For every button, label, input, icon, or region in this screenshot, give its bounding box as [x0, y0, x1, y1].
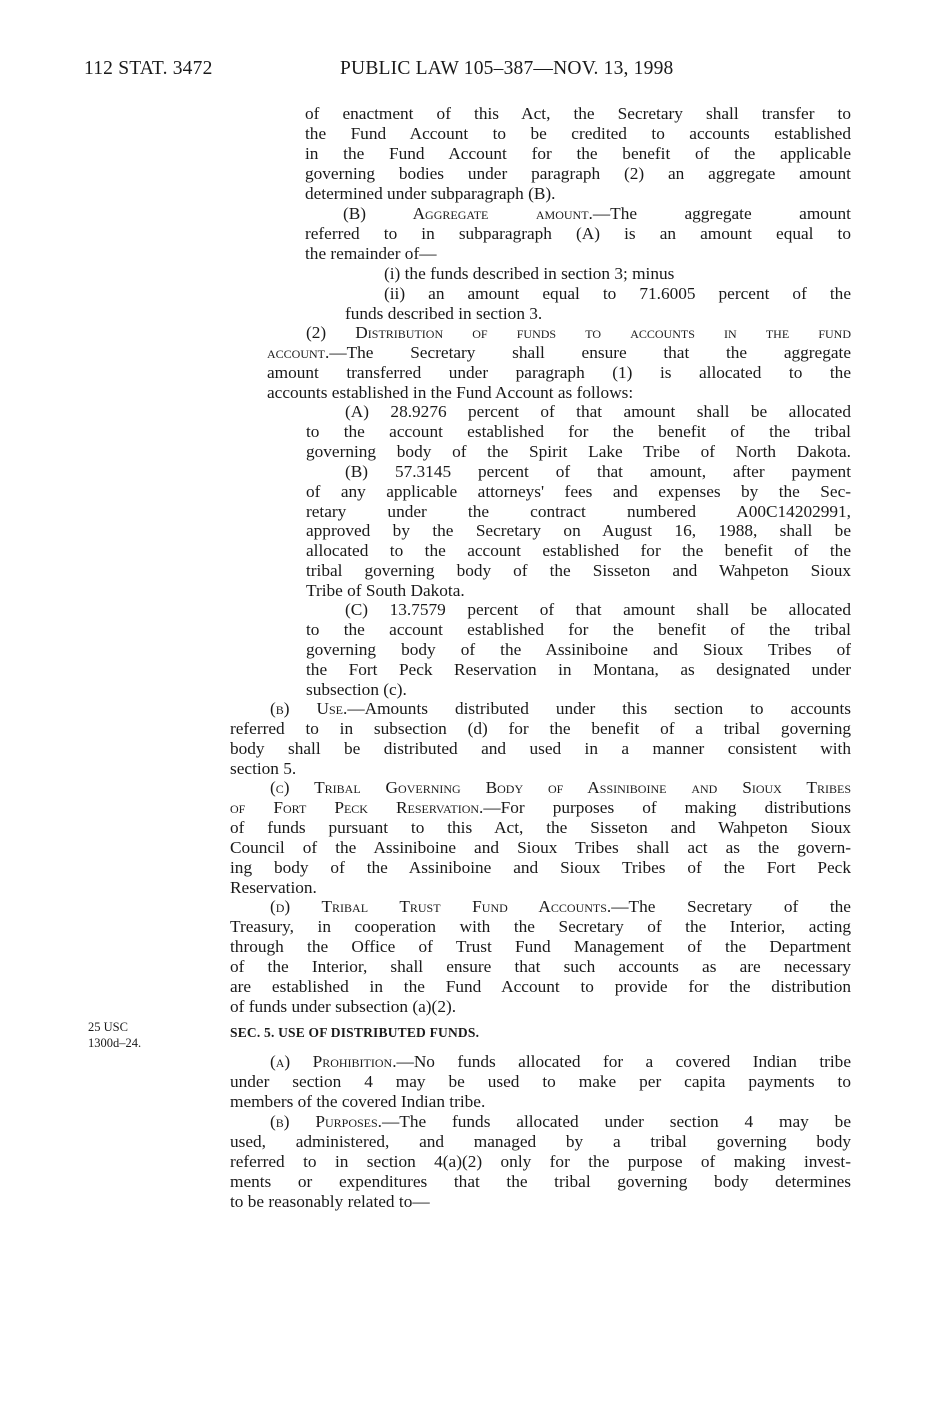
- body-line: Council of the Assiniboine and Sioux Tribes shall act as the govern-: [230, 838, 851, 857]
- margin-note-usc: 25 USC: [88, 1020, 128, 1034]
- body-text: —The Secretary of the: [611, 897, 851, 916]
- body-line: governing body of the Spirit Lake Tribe of North Dakota.: [306, 442, 851, 461]
- body-line: governing bodies under paragraph (2) an aggregate amount: [305, 164, 851, 183]
- body-line: referred to in section 4(a)(2) only for the purpose of making invest-: [230, 1152, 851, 1171]
- body-line: members of the covered Indian tribe.: [230, 1092, 486, 1111]
- subparagraph-b-heading: (B) Aggregate amount.: [343, 204, 593, 223]
- body-line: in the Fund Account for the benefit of the applicable: [305, 144, 851, 163]
- body-text: —No funds allocated for a covered Indian tribe: [396, 1052, 851, 1071]
- page-stat-citation: 112 STAT. 3472: [84, 58, 213, 79]
- body-line: of any applicable attorneys' fees and expenses by the Sec-: [306, 482, 851, 501]
- body-line: section 5.: [230, 759, 297, 778]
- body-line: of funds pursuant to this Act, the Sisseton and Wahpeton Sioux: [230, 818, 851, 837]
- subsection-d-line: [270, 897, 851, 917]
- body-line: the Fund Account to be credited to accounts established: [305, 124, 851, 143]
- body-line: to be reasonably related to—: [230, 1192, 430, 1211]
- clause-ii: (ii) an amount equal to 71.6005 percent of the: [384, 284, 851, 303]
- running-head: PUBLIC LAW 105–387—NOV. 13, 1998: [340, 58, 674, 79]
- section-5-heading: SEC. 5. USE OF DISTRIBUTED FUNDS.: [230, 1025, 480, 1040]
- body-line: accounts established in the Fund Account as follows:: [267, 383, 634, 402]
- subparagraph-b-heading-line: [343, 204, 851, 224]
- body-line: Treasury, in cooperation with the Secretary of the Interior, acting: [230, 917, 851, 936]
- subsection-d-heading: (d) Tribal Trust Fund Accounts.: [270, 897, 612, 916]
- paragraph-2-heading-line: [267, 343, 851, 363]
- body-line: ments or expenditures that the tribal governing body determines: [230, 1172, 851, 1191]
- body-line: approved by the Secretary on August 16, 1988, shall be: [306, 521, 851, 540]
- body-line: allocated to the account established for the benefit of the: [306, 541, 851, 560]
- subsection-b-line: [270, 699, 851, 719]
- body-line: the Fort Peck Reservation in Montana, as designated under: [306, 660, 851, 679]
- body-line: under section 4 may be used to make per capita payments to: [230, 1072, 851, 1091]
- allocation-b: (B) 57.3145 percent of that amount, after payment: [345, 462, 851, 481]
- allocation-c: (C) 13.7579 percent of that amount shall be allocated: [345, 600, 851, 619]
- body-line: referred to in subsection (d) for the benefit of a tribal governing: [230, 719, 851, 738]
- sec5-subsection-a-line: [270, 1052, 851, 1072]
- body-line: subsection (c).: [306, 680, 407, 699]
- body-text: —The funds allocated under section 4 may be: [382, 1112, 851, 1131]
- body-line: of enactment of this Act, the Secretary shall transfer to: [305, 104, 851, 123]
- body-line: to the account established for the benefit of the tribal: [306, 422, 851, 441]
- body-text: —For purposes of making distributions: [483, 798, 852, 817]
- body-line: to the account established for the benefit of the tribal: [306, 620, 851, 639]
- body-text: —The Secretary shall ensure that the aggregate: [329, 343, 851, 362]
- clause-i: (i) the funds described in section 3; minus: [384, 264, 675, 283]
- subsection-c-heading-line: [230, 798, 851, 818]
- paragraph-2-heading: (2) Distribution of funds to accounts in the fund: [306, 323, 851, 342]
- body-line: Reservation.: [230, 878, 317, 897]
- body-line: used, administered, and managed by a tribal governing body: [230, 1132, 851, 1151]
- body-text: —Amounts distributed under this section to accounts: [347, 699, 851, 718]
- subsection-b-heading: (b) Use.: [270, 699, 348, 718]
- body-text: —The aggregate amount: [592, 204, 851, 223]
- body-line: ing body of the Assiniboine and Sioux Tribes of the Fort Peck: [230, 858, 851, 877]
- body-line: of the Interior, shall ensure that such accounts as are necessary: [230, 957, 851, 976]
- body-line: governing body of the Assiniboine and Sioux Tribes of: [306, 640, 851, 659]
- body-line: determined under subparagraph (B).: [305, 184, 556, 203]
- margin-note-section: 1300d–24.: [88, 1036, 142, 1050]
- body-line: Tribe of South Dakota.: [306, 581, 465, 600]
- body-line: referred to in subparagraph (A) is an amount equal to: [305, 224, 851, 243]
- body-line: funds described in section 3.: [345, 304, 543, 323]
- body-line: the remainder of—: [305, 244, 437, 263]
- body-line: of funds under subsection (a)(2).: [230, 997, 457, 1016]
- body-line: amount transferred under paragraph (1) is allocated to the: [267, 363, 851, 382]
- paragraph-2-heading-cont: account.: [267, 343, 330, 362]
- body-line: through the Office of Trust Fund Management of the Department: [230, 937, 851, 956]
- sec5-subsection-b-line: [270, 1112, 851, 1132]
- allocation-a: (A) 28.9276 percent of that amount shall be allocated: [345, 402, 851, 421]
- body-line: body shall be distributed and used in a manner consistent with: [230, 739, 851, 758]
- body-line: retary under the contract numbered A00C14202991,: [306, 502, 851, 521]
- body-line: are established in the Fund Account to provide for the distribution: [230, 977, 851, 996]
- subsection-c-heading: (c) Tribal Governing Body of Assiniboine and Sioux Tribes: [270, 778, 851, 797]
- body-line: tribal governing body of the Sisseton and Wahpeton Sioux: [306, 561, 851, 580]
- subsection-c-heading-cont: of Fort Peck Reservation.: [230, 798, 484, 817]
- sec5-subsection-a-heading: (a) Prohibition.: [270, 1052, 397, 1071]
- sec5-subsection-b-heading: (b) Purposes.: [270, 1112, 382, 1131]
